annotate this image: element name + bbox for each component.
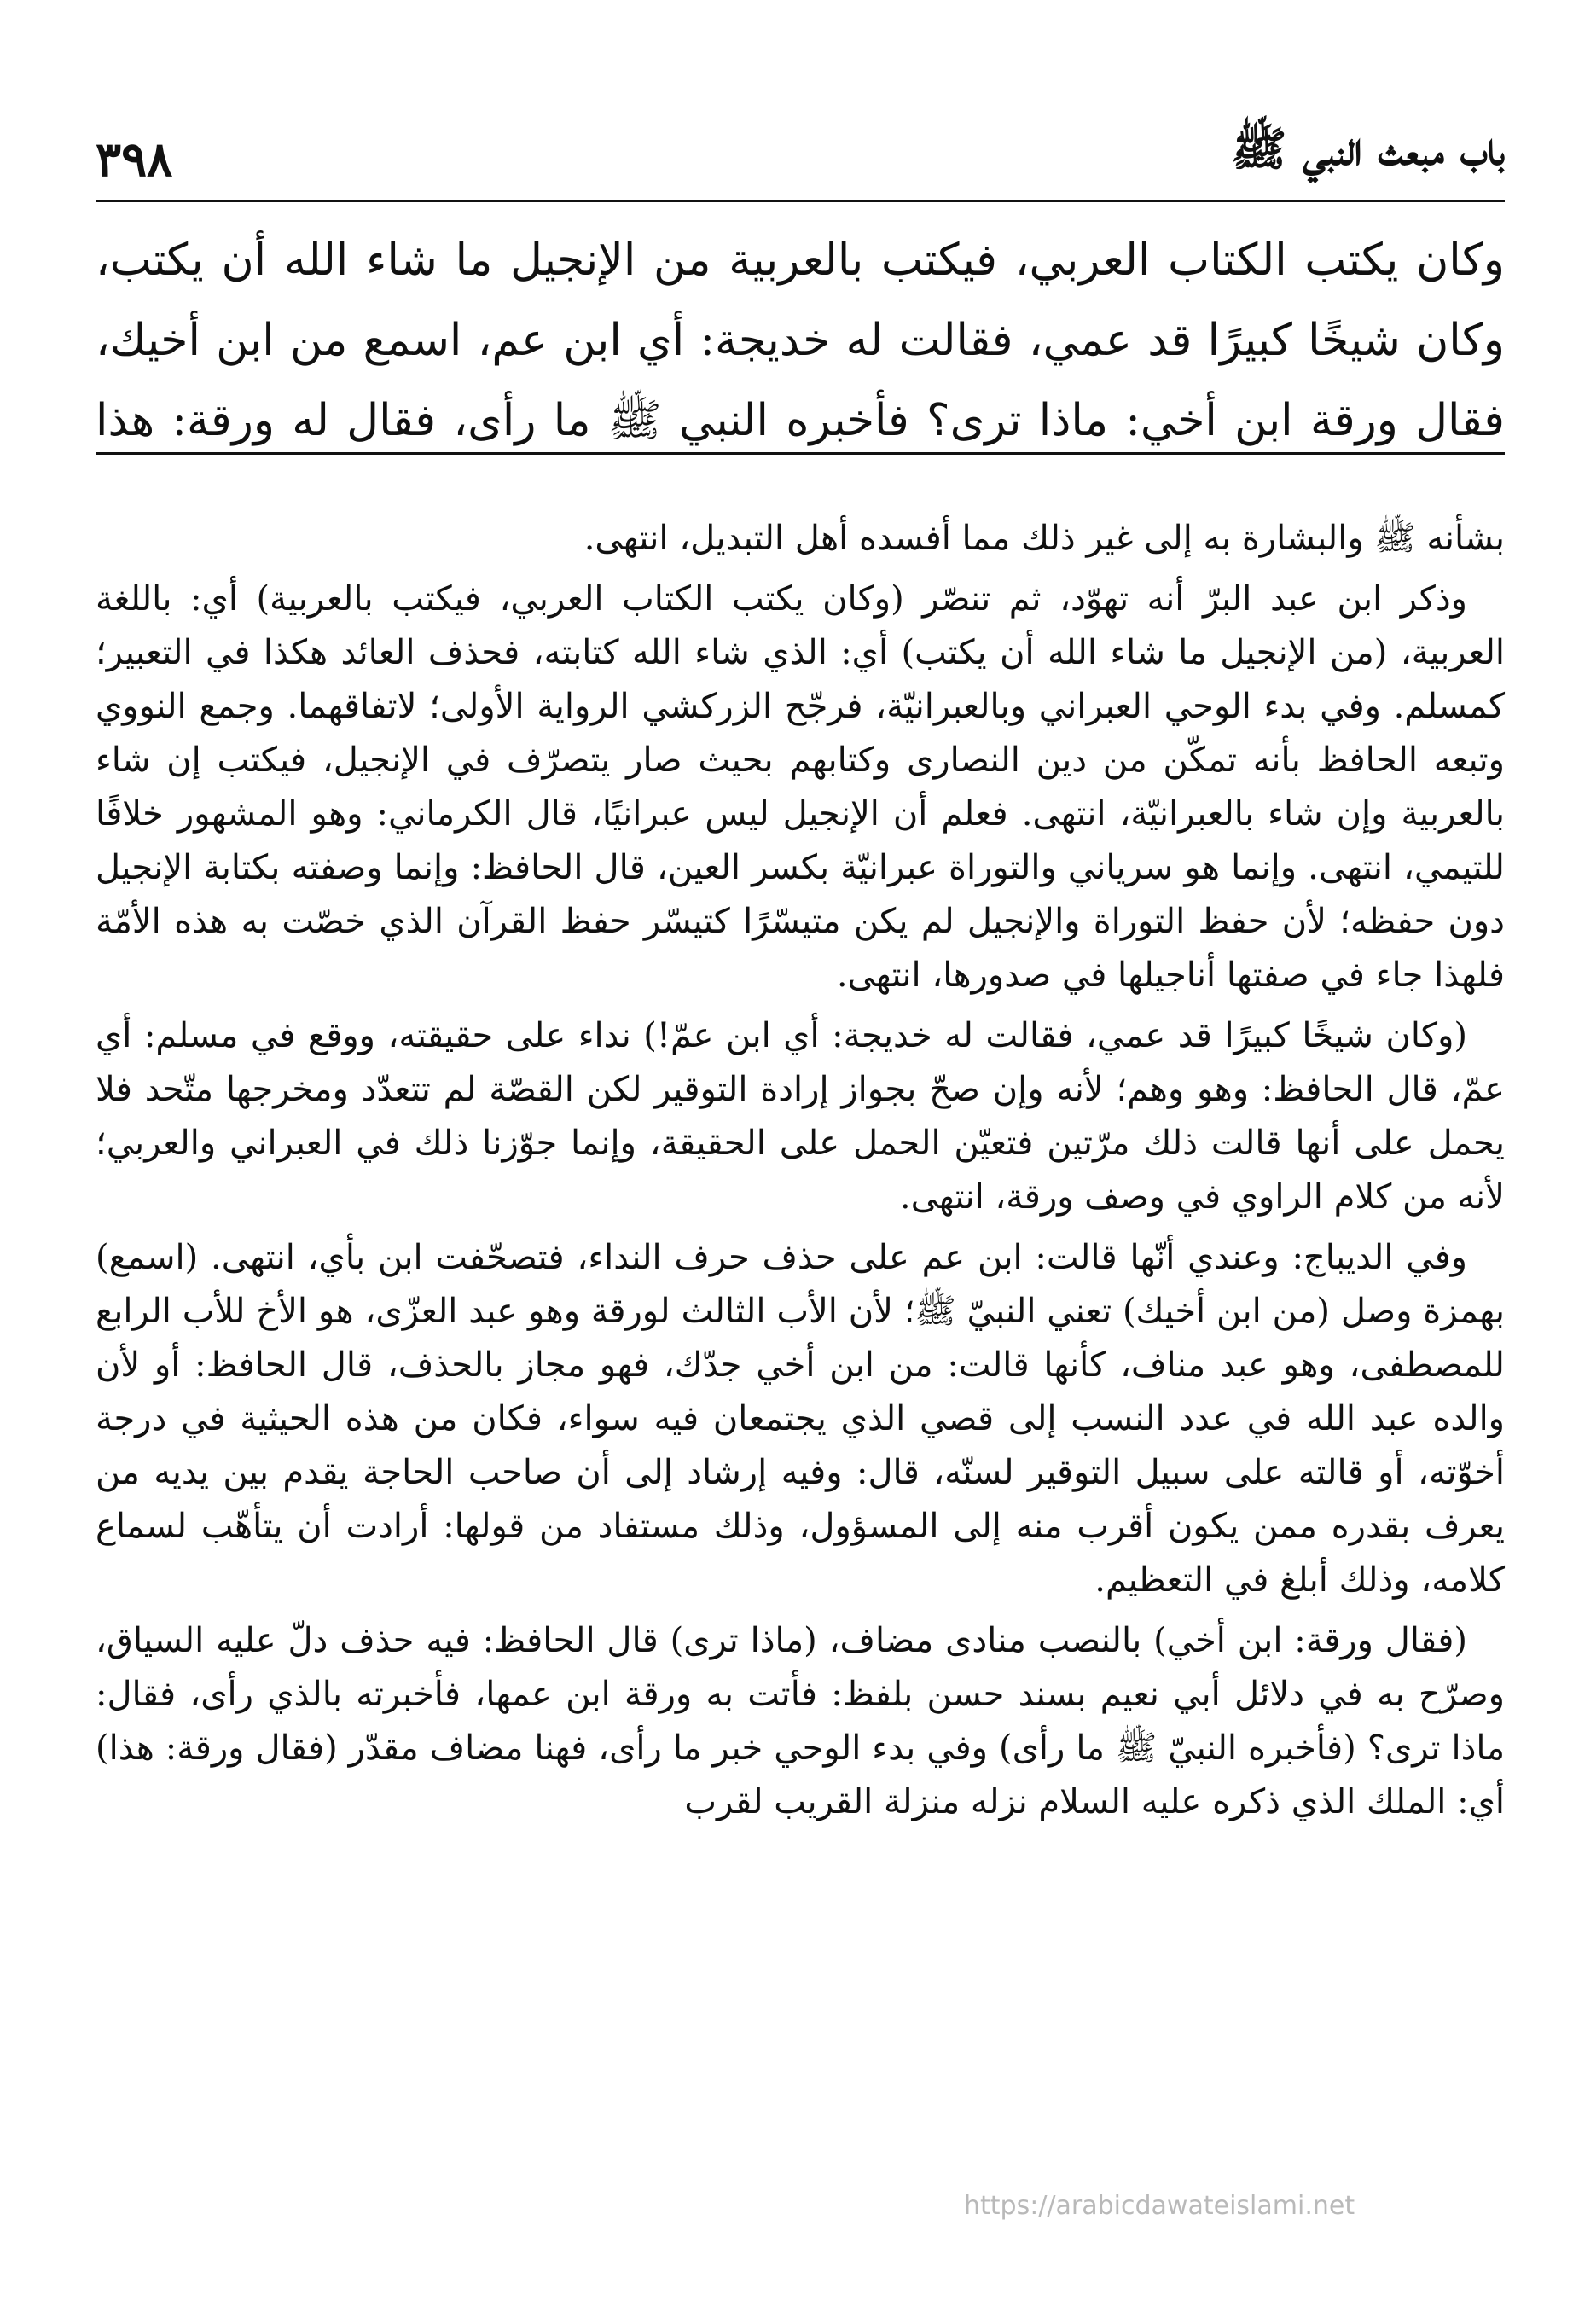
hadith-line: فقال ورقة ابن أخي: ماذا ترى؟ فأخبره النبي ﷺ ما رأى، فقال له ورقة: هذا [96, 395, 1505, 446]
separator-rule [96, 452, 1505, 455]
hadith-text [96, 220, 1505, 461]
commentary-paragraph: (فقال ورقة: ابن أخي) بالنصب منادى مضاف، (ماذا ترى) قال الحافظ: فيه حذف دلّ عليه السياق، وصرّح به في دلائل أبي نعيم بسند حسن بلفظ: فأتت به ورقة ابن عمها، فأخبرته بالذي رأى، فقال: ماذا ترى؟ (فأخبره النبيّ ﷺ ما رأى) وفي بدء الوحي خبر ما رأى، فهنا مضاف مقدّر (فقال ورقة: هذا) أي: الملك الذي ذكره عليه السلام نزله منزلة القريب لقرب [96, 1621, 1505, 1821]
commentary-paragraph: (وكان شيخًا كبيرًا قد عمي، فقالت له خديجة: أي ابن عمّ!) نداء على حقيقته، ووقع في مسلم: أي عمّ، قال الحافظ: وهو وهم؛ لأنه وإن صحّ بجواز إرادة التوقير لكن القصّة لم تتعدّد ومخرجها متّحد فلا يحمل على أنها قالت ذلك مرّتين فتعيّن الحمل على الحقيقة، وإنما جوّزنا ذلك في العبراني والعربي؛ لأنه من كلام الراوي في وصف ورقة، انتهى. [96, 1016, 1505, 1217]
page-number: ٣٩٨ [96, 131, 173, 188]
page-header [96, 85, 1505, 202]
watermark-url: https://arabicdawateislami.net [964, 2191, 1355, 2221]
chapter-title: باب مبعث النبي ﷺ [1231, 121, 1505, 176]
commentary-paragraph: وفي الديباج: وعندي أنّها قالت: ابن عم على حذف حرف النداء، فتصحّفت ابن بأي، انتهى. (اسمع) بهمزة وصل (من ابن أخيك) تعني النبيّ ﷺ؛ لأن الأب الثالث لورقة وهو عبد العزّى، هو الأخ للأب الرابع للمصطفى، وهو عبد مناف، كأنها قالت: من ابن أخي جدّك، فهو مجاز بالحذف، قال الحافظ: أو لأن والده عبد الله في عدد النسب إلى قصي الذي يجتمعان فيه سواء، فكان من هذه الحيثية في درجة أخوّته، أو قالته على سبيل التوقير لسنّه، قال: وفيه إرشاد إلى أن صاحب الحاجة يقدم بين يديه من يعرف بقدره ممن يكون أقرب منه إلى المسؤول، وذلك مستفاد من قولها: أرادت أن يتأهّب لسماع كلامه، وذلك أبلغ في التعظيم. [96, 1238, 1506, 1600]
hadith-line: وكان يكتب الكتاب العربي، فيكتب بالعربية من الإنجيل ما شاء الله أن يكتب، [96, 235, 1505, 286]
commentary-text [96, 512, 1505, 1836]
commentary-paragraph: بشأنه ﷺ والبشارة به إلى غير ذلك مما أفسده أهل التبديل، انتهى. [583, 519, 1505, 558]
hadith-line: وكان شيخًا كبيرًا قد عمي، فقالت له خديجة: أي ابن عم، اسمع من ابن أخيك، [96, 315, 1505, 366]
commentary-paragraph: وذكر ابن عبد البرّ أنه تهوّد، ثم تنصّر (وكان يكتب الكتاب العربي، فيكتب بالعربية) أي: باللغة العربية، (من الإنجيل ما شاء الله أن يكتب) أي: الذي شاء الله كتابته، فحذف العائد هكذا في التعبير؛ كمسلم. وفي بدء الوحي العبراني وبالعبرانيّة، فرجّح الزركشي الرواية الأولى؛ لاتفاقهما. وجمع النووي وتبعه الحافظ بأنه تمكّن من دين النصارى وكتابهم بحيث صار يتصرّف في الإنجيل، فيكتب إن شاء بالعربية وإن شاء بالعبرانيّة، انتهى. فعلم أن الإنجيل ليس عبرانيًا، قال الكرماني: وهو المشهور خلافًا للتيمي، انتهى. وإنما هو سرياني والتوراة عبرانيّة بكسر العين، قال الحافظ: وإنما وصفته بكتابة الإنجيل دون حفظه؛ لأن حفظ التوراة والإنجيل لم يكن متيسّرًا كتيسّر حفظ القرآن الذي خصّت به هذه الأمّة فلهذا جاء في صفتها أناجيلها في صدورها، انتهى. [96, 579, 1506, 995]
